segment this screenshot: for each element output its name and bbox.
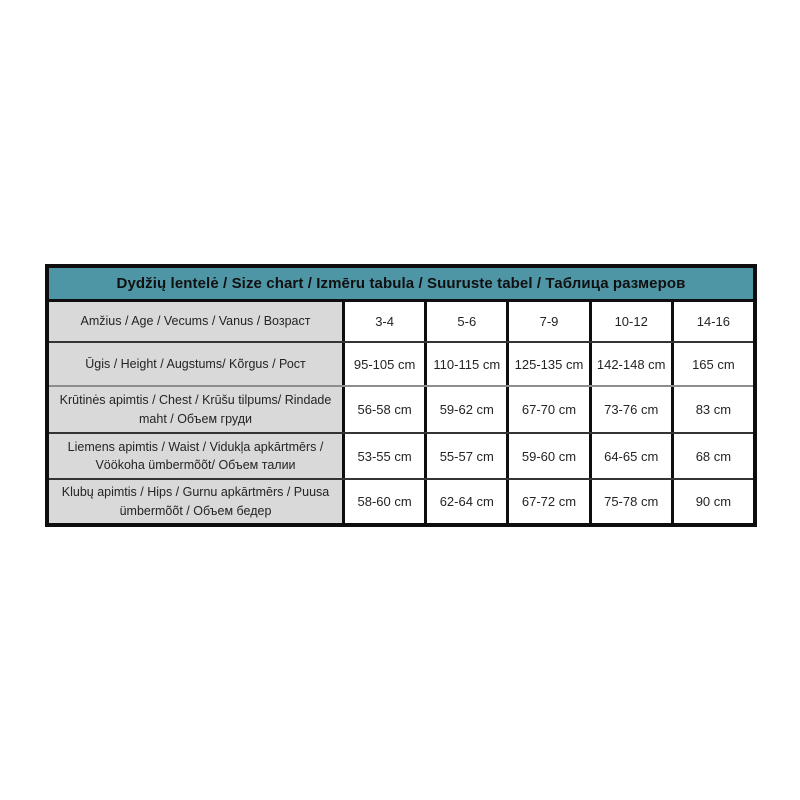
size-cell: 75-78 cm [589,480,671,523]
size-cell: 83 cm [671,387,753,432]
size-cell: 59-62 cm [424,387,506,432]
size-cell: 67-70 cm [506,387,588,432]
table-row-age [49,302,753,341]
size-cell: 7-9 [506,302,588,341]
size-chart-table [45,264,757,527]
size-cell: 3-4 [342,302,424,341]
size-cell: 67-72 cm [506,480,588,523]
size-cell: 95-105 cm [342,343,424,385]
size-cell: 59-60 cm [506,434,588,478]
size-cell: 53-55 cm [342,434,424,478]
size-cell: 73-76 cm [589,387,671,432]
size-cell: 64-65 cm [589,434,671,478]
size-chart-title: Dydžių lentelė / Size chart / Izmēru tabula / Suuruste tabel / Таблица размеров [49,268,753,302]
row-label-age: Amžius / Age / Vecums / Vanus / Возраст [49,302,342,341]
size-cell: 10-12 [589,302,671,341]
size-cell: 56-58 cm [342,387,424,432]
size-cell: 142-148 cm [589,343,671,385]
size-cell: 90 cm [671,480,753,523]
size-cell: 58-60 cm [342,480,424,523]
row-label-height: Ūgis / Height / Augstums/ Kõrgus / Рост [49,343,342,385]
size-cell: 110-115 cm [424,343,506,385]
table-row-chest [49,385,753,432]
row-label-hips: Klubų apimtis / Hips / Gurnu apkārtmērs / Puusa ümbermõõt / Объем бедер [49,480,342,523]
row-label-waist: Liemens apimtis / Waist / Vidukļa apkārtmērs / Vöökoha ümbermõõt/ Объем талии [49,434,342,478]
size-cell: 125-135 cm [506,343,588,385]
size-cell: 14-16 [671,302,753,341]
size-cell: 68 cm [671,434,753,478]
size-cell: 165 cm [671,343,753,385]
table-row-height [49,341,753,385]
size-cell: 62-64 cm [424,480,506,523]
size-cell: 55-57 cm [424,434,506,478]
table-row-waist [49,432,753,478]
row-label-chest: Krūtinės apimtis / Chest / Krūšu tilpums/ Rindade maht / Объем груди [49,387,342,432]
table-row-hips [49,478,753,523]
size-cell: 5-6 [424,302,506,341]
